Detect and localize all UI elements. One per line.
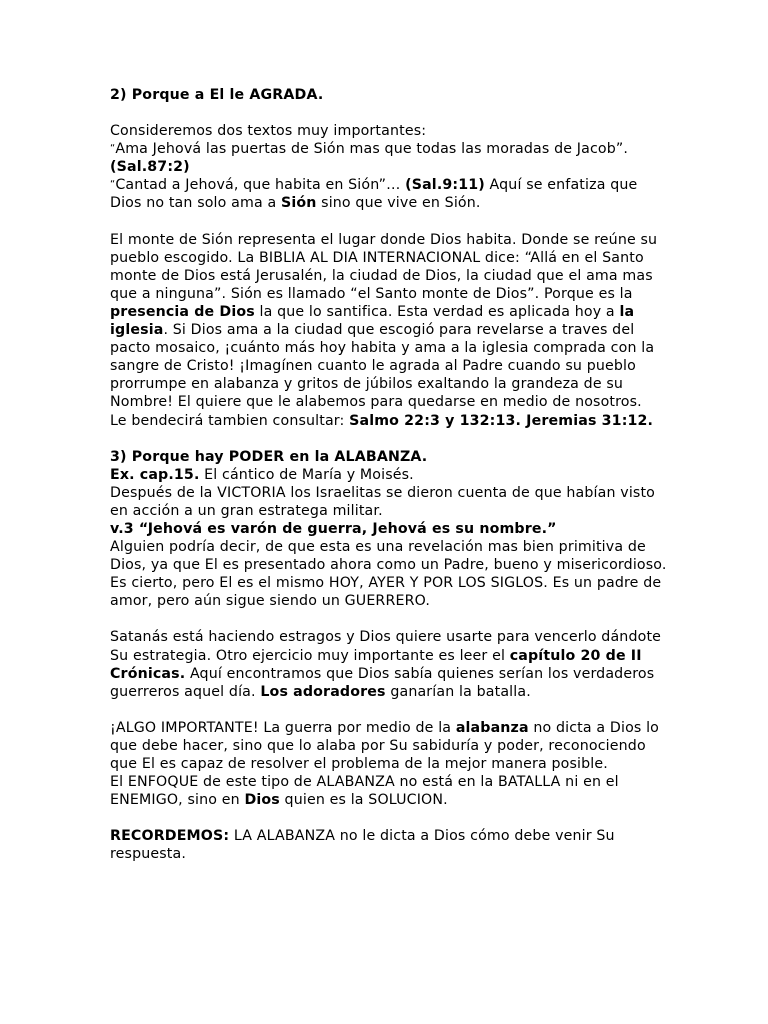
verse-2: “Cantad a Jehová, que habita en Sión”… (Sal.9:11) Aquí se enfatiza que Dios no tan solo ama a Sión sino que vive en Sión. [110,177,638,212]
verse-2-reference: (Sal.9:11) [405,177,485,194]
consult-references: Salmo 22:3 y 132:13. Jeremias 31:12. [349,412,654,429]
quote-mark: “ [110,143,116,155]
verse-1-reference: (Sal.87:2) [110,159,190,176]
satanas-paragraph: Satanás está haciendo estragos y Dios quiere usarte para vencerlo dándote Su estrategia. Otro ejercicio muy importante es leer el capítulo 20 de II Crónicas. Aquí encontramos que Dios sabía quienes serían los verdaderos guerreros aquel día. Los adoradores ganarían la batalla. [110,629,662,700]
sion-paragraph: El monte de Sión representa el lugar donde Dios habita. Donde se reúne su pueblo escogido. La BIBLIA AL DIA INTERNACIONAL dice: “Allá en el Santo monte de Dios está Jerusalén, la ciudad de Dios, la ciudad que el ama mas que a ninguna”. Sión es llamado “el Santo monte de Dios”. Porque es la presencia de Dios la que lo santifica. Esta verdad es aplicada hoy a la iglesia. Si Dios ama a la ciudad que escogió para revelarse a traves del pacto mosaico, ¡cuánto más hoy habita y ama a la iglesia comprada con la sangre de Cristo! ¡Imagínen cuanto le agrada al Padre cuando su pueblo prorrumpe en alabanza y gritos de júbilos exaltando la grandeza de su Nombre! El quiere que le alabemos para quedarse en medio de nosotros. [110,231,658,411]
algo-importante-paragraph: ¡ALGO IMPORTANTE! La guerra por medio de la alabanza no dicta a Dios lo que debe hacer, sino que lo alaba por Su sabiduría y poder, reconociendo que El es capaz de resolver el problema de la mejor manera posible. [110,719,660,772]
exodus-line: Ex. cap.15. El cántico de María y Moisés. [110,466,414,483]
section-3-heading: 3) Porque hay PODER en la ALABANZA. [110,448,428,465]
victory-paragraph: Después de la VICTORIA los Israelitas se dieron cuenta de que habían visto en acción a un gran estratega militar. [110,484,656,519]
section-2-intro: Consideremos dos textos muy importantes: [110,123,427,140]
recordemos-paragraph: RECORDEMOS: LA ALABANZA no le dicta a Dios cómo debe venir Su respuesta. [110,828,615,863]
enfoque-paragraph: El ENFOQUE de este tipo de ALABANZA no está en la BATALLA ni en el ENEMIGO, sino en Dios quien es la SOLUCION. [110,774,619,809]
section-2-heading: 2) Porque a El le AGRADA. [110,87,324,103]
consult-line: Le bendecirá tambien consultar: Salmo 22:3 y 132:13. Jeremias 31:12. [110,412,654,429]
verse-1: “Ama Jehová las puertas de Sión mas que todas las moradas de Jacob”. (Sal.87:2) [110,141,629,176]
alguien-paragraph: Alguien podría decir, de que esta es una revelación mas bien primitiva de Dios, ya que El es presentado ahora como un Padre, bueno y misericordioso. Es cierto, pero El es el mismo HOY, AYER Y POR LOS SIGLOS. Es un padre de amor, pero aún sigue siendo un GUERRERO. [110,539,667,610]
verse-3: v.3 “Jehová es varón de guerra, Jehová es su nombre.” [110,520,557,537]
quote-mark: “ [110,179,116,191]
